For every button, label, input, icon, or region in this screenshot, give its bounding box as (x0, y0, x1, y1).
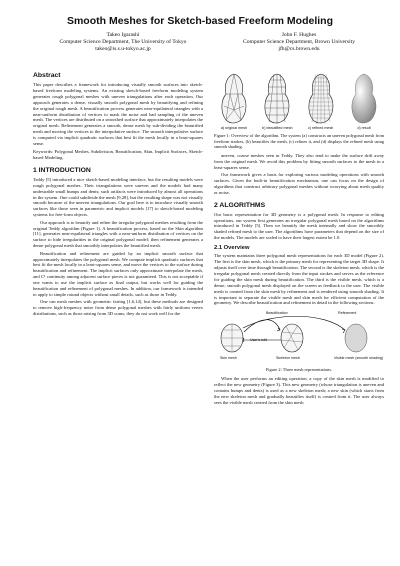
skeleton-mesh-label: Skeleton mesh (276, 356, 300, 361)
overview-heading: 2.1 Overview (214, 245, 250, 252)
keywords: Keywords: Polygonal Meshes, Subdivision, Beautification, Skin, Implicit Surfaces, Sketch-based Modeling. (33, 148, 203, 160)
author-name: John F. Hughes (281, 32, 317, 38)
abstract-text: This paper describes a framework for introducing visually smooth surfaces into sketch-based freeform modeling systems. An existing sketch-based freeform modeling system generates rough polygonal meshes with uneven triangulations after each operation. Our approach generates a dense, visually smooth polygonal mesh by beautifying and refining the original rough mesh. A beautification process generates near-equilateral triangles with a near-uniform distribution of vertices to mask the noise and bad sampling of the uneven mesh. The vertices are distributed on a smoothed surface that approximately interpolates the original mesh. Refinement generates a smooth, dense mesh by sub-dividing the beautified mesh and moving the vertices to the interpolative surface. The smooth interpolative surface is computed via implicit quadratic surfaces that best fit the mesh locally in a least-squares sense. (33, 82, 203, 147)
original-mesh-illustration (214, 70, 254, 126)
algorithms-paragraph: Our basic representation for 3D geometry is a polygonal mesh. In response to editing operations, our system first generates an irregular polygonal mesh based on the algorithms introduced in Teddy [5]. Then we beautify the mesh internally and show the smoothly shaded refined mesh to the user. The algorithms have parameters that depend on the size of the models. The models are scaled to have their largest extent be 1.0. (214, 211, 384, 241)
refined-mesh-illustration (301, 70, 341, 126)
intro-paragraph-1: Teddy [5] introduced a nice sketch-based modeling interface, but the resulting models were rough polygonal meshes. Their triangulations were uneven and the models had many undesirable small bumps and dents; such artifacts were introduced by almost all operations in the system. One could subdivide the mesh [9,28], but the resulting shape was not visually smooth because of the uneven triangulations. Our goal here is to introduce visually smooth surfaces like those seen in parametric and implicit models [17] to sketch-based modeling systems for free-form objects. (33, 176, 203, 218)
beautification-label: Beautification (266, 311, 288, 316)
author-affiliation: Computer Science Department, The University of Tokyo (59, 39, 187, 45)
figure-2-caption: Figure 2: Three mesh representations. (265, 367, 333, 373)
user-edit-label: User's edit (250, 338, 267, 343)
beautification-arrow (244, 320, 280, 332)
refinement-label: Refinement (338, 311, 357, 316)
figure-1 (214, 66, 384, 130)
beautified-mesh-illustration (257, 70, 297, 126)
figure-1-label-d: d) result (357, 125, 371, 130)
author-affiliation: Computer Science Department, Brown University (242, 39, 355, 45)
right-paragraph-1: uneven, coarse meshes seen in Teddy. They also tend to make the surface drift away from the original mesh. We avoid this problem by fitting smooth surfaces to the mesh in a least-squares sense. (214, 152, 384, 170)
author-block-igarashi (38, 32, 208, 53)
author-block-hughes (214, 32, 384, 53)
figure-1-label-b: b) beautified mesh (262, 125, 293, 130)
paper-title: Smooth Meshes for Sketch-based Freeform Modeling (66, 15, 334, 27)
figure-1-caption: Figure 1: Overview of the algorithm. The system (a) constructs an uneven polygonal mesh from freeform strokes, (b) beautifies the mesh, (c) refines it, and (d) displays the refined mesh using smooth shading. (214, 133, 384, 150)
figure-1-panel-c (301, 70, 341, 131)
figure-1-panel-a (214, 70, 254, 131)
author-email: takeo@is.s.u-tokyo.ac.jp (95, 46, 151, 52)
figure-1-panel-d (344, 70, 384, 131)
smooth-result-illustration (344, 70, 384, 126)
intro-paragraph-3: Beautification and refinement are guided by an implicit smooth surface that approximately interpolates the polygonal mesh. We compute implicit quadratic surfaces that best fit the mesh locally in a least-squares sense, and move the vertices to the surface during beautification and refinement. The implicit surfaces only approximate interpolate the mesh, and C¹ continuity among adjacent surface pieces is not guaranteed. This is not acceptable if one wants to use the implicit surface as final output, but works well for guiding the beautification and refinement of polygonal meshes. In addition, our framework is intended to apply to simple rotund objects without small details, such as those in Teddy. (33, 250, 203, 297)
intro-paragraph-2: Our approach is to beautify and refine the irregular polygonal meshes resulting from the original Teddy algorithm (Figure 1). A beautification process, based on the Skin algorithm [11], generates near-equilateral triangles with a near-uniform distribution of vertices on the surface to hide irregularities in the original polygonal model; then refinement generates a dense polygonal mesh that smoothly interpolates the beautified mesh. (33, 219, 203, 249)
visible-mesh-shape (345, 324, 367, 352)
abstract-heading: Abstract (33, 72, 61, 79)
right-column (214, 66, 384, 407)
author-name: Takeo Igarashi (106, 32, 140, 38)
intro-heading: 1 INTRODUCTION (33, 166, 91, 174)
left-column (33, 66, 203, 319)
visible-mesh-label: Visible mesh (smooth shading) (334, 356, 384, 361)
figure-1-label-a: a) original mesh (220, 125, 248, 130)
figure-1-label-c: c) refined mesh (307, 125, 334, 130)
intro-paragraph-4: One can mesh meshes with geometric fairing [1,6,14], but these methods are designed to remove high-frequency noise from dense polygonal meshes with fairly uniform vertex distributions, such as those arising from 3D scans; they do not work well for the (33, 299, 203, 317)
figure-2 (214, 308, 384, 364)
skin-mesh-label: Skin mesh (220, 356, 237, 361)
overview-paragraph-2: When the user performs an editing operation, a copy of the skin mesh is modified to reflect the new geometry (Figure 3). This new geometry (whose triangulation is uneven and contains bumps and dents) is used as a new skeleton mesh; a new skin (which starts from the new skeleton mesh and gradually beautifies itself) is created from it. The user always sees the visible mesh created from the skin mesh (214, 375, 384, 405)
author-email: jfh@cs.brown.edu (278, 46, 320, 52)
algorithms-heading: 2 ALGORITHMS (214, 201, 266, 209)
overview-paragraph-1: The system maintains three polygonal mesh representations for each 3D model (Figure 2). The first is the skin mesh, which is the primary mesh for representing the target 3D shape. It adjusts itself over time through beautification. The second is the skeleton mesh, which is the irregular polygonal mesh created directly from the input strokes and serves as the reference for guiding the skin mesh during beautification. The third is the visible mesh, which is a dense, smooth polygonal mesh displayed on the screen as feedback to the user. The visible mesh is created from the skin mesh by refinement and is rendered using smooth shading. It is important to separate the visible mesh and skin mesh for efficient computation of the geometry. We describe beautification and refinement in detail in the following sections. (214, 253, 384, 306)
figure-1-panel-b (257, 70, 297, 131)
right-paragraph-2: Our framework gives a basis for exploring various modeling operations with smooth surfaces. Given the built-in beautification mechanism, one can focus on the design of algorithms that construct arbitrary polygonal meshes without worrying about mesh quality or noise. (214, 172, 384, 195)
